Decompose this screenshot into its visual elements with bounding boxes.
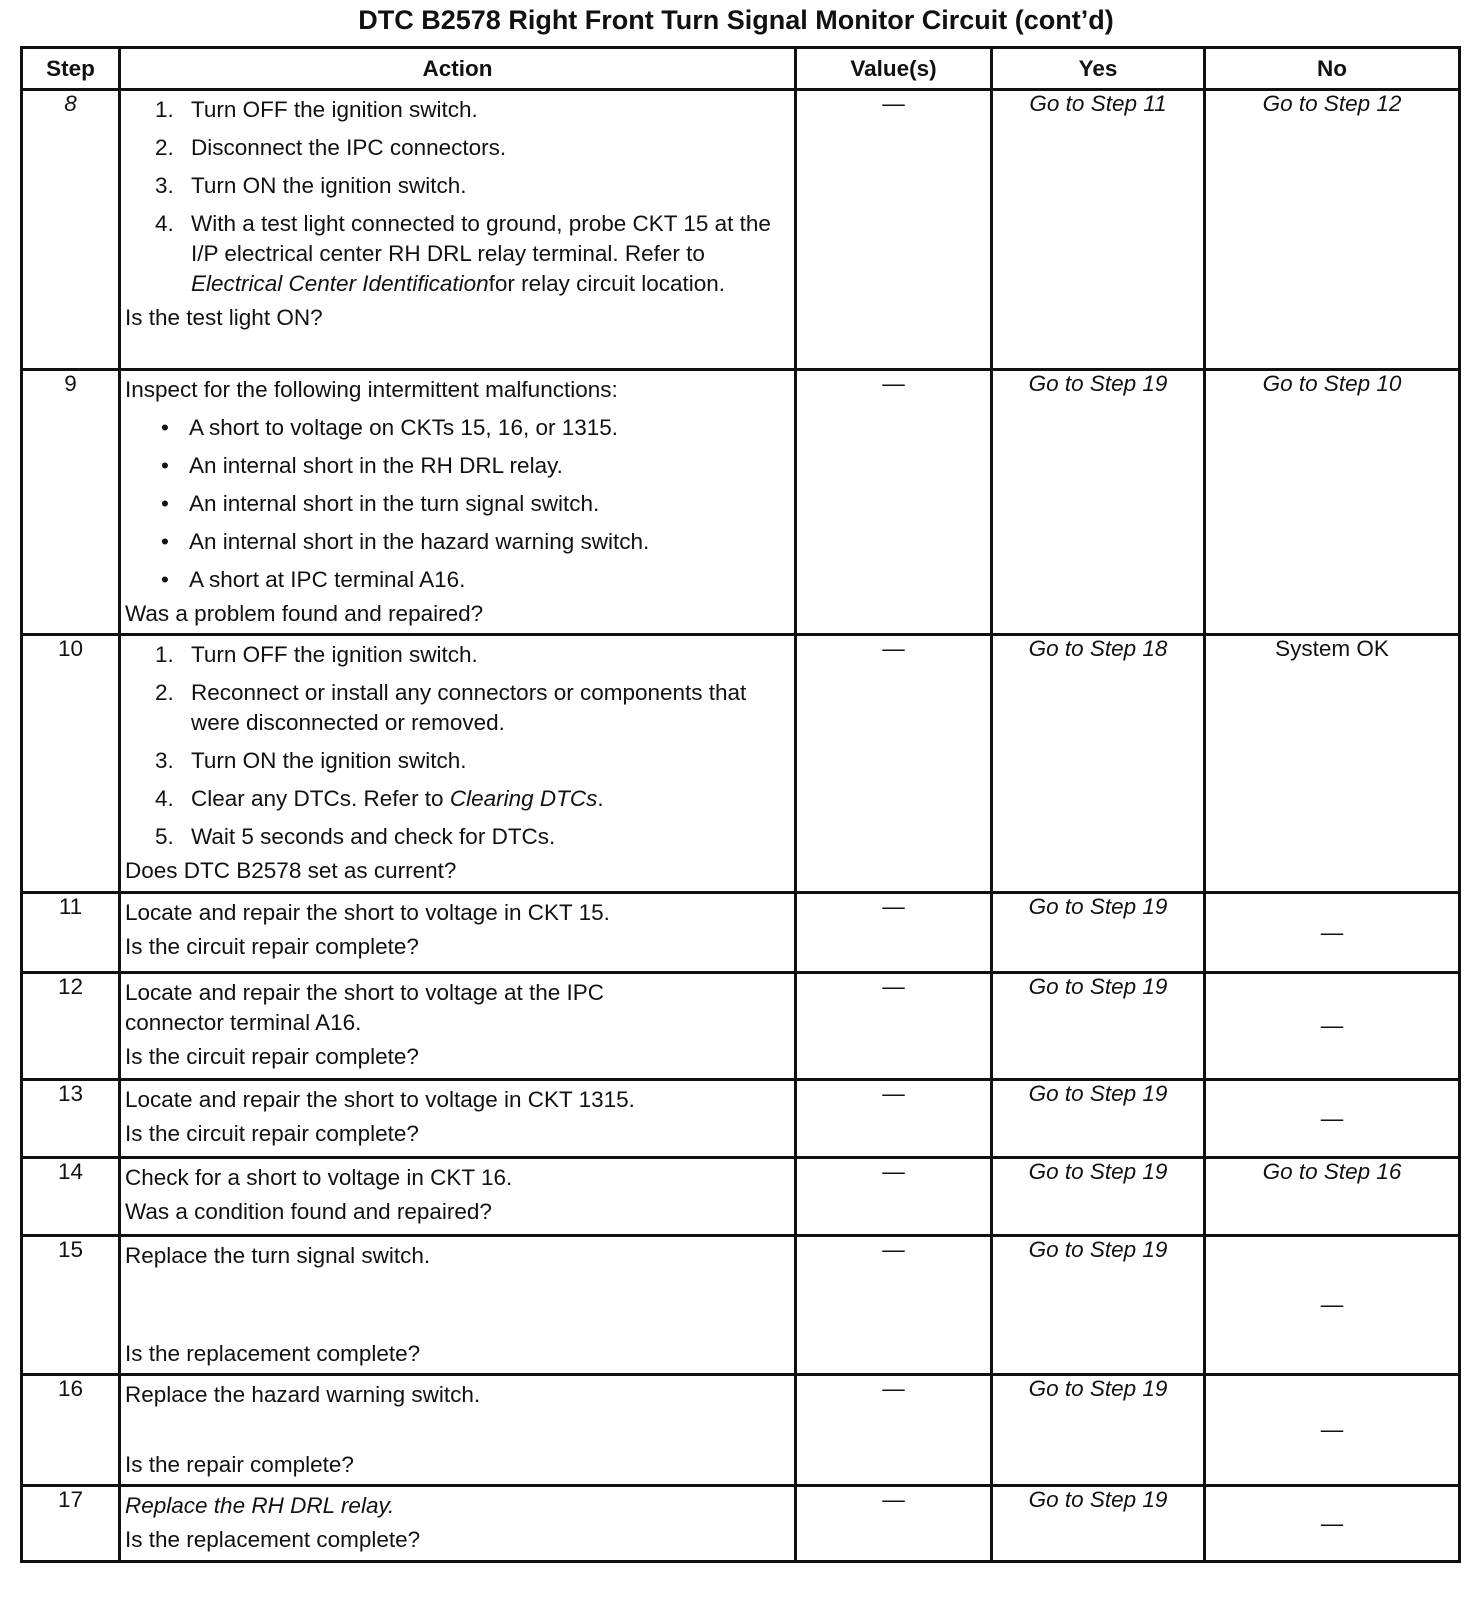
question-text: Is the test light ON? bbox=[125, 305, 323, 330]
action-text: Check for a short to voltage in CKT 16. bbox=[125, 1165, 513, 1190]
header-no: No bbox=[1205, 48, 1460, 90]
step-number: 10 bbox=[22, 635, 120, 893]
action-cell bbox=[120, 1236, 796, 1375]
list-item bbox=[155, 784, 786, 814]
action-cell bbox=[120, 1080, 796, 1158]
no-cell: Go to Step 10 bbox=[1205, 370, 1460, 635]
table-row bbox=[22, 635, 1460, 893]
yes-cell: Go to Step 19 bbox=[992, 1080, 1205, 1158]
table-row bbox=[22, 1375, 1460, 1486]
step-number: 17 bbox=[22, 1486, 120, 1562]
step-number: 9 bbox=[22, 370, 120, 635]
action-cell bbox=[120, 1486, 796, 1562]
bullet: • bbox=[161, 491, 169, 516]
item-number: 3. bbox=[155, 173, 174, 198]
table-row bbox=[22, 370, 1460, 635]
values-cell: — bbox=[796, 90, 992, 370]
question-text: Does DTC B2578 set as current? bbox=[125, 858, 457, 883]
item-text: Turn OFF the ignition switch. bbox=[191, 97, 478, 122]
header-row bbox=[22, 48, 1460, 90]
question-text: Is the replacement complete? bbox=[125, 1527, 421, 1552]
reference-link[interactable]: Clearing DTCs bbox=[449, 786, 598, 811]
no-cell: — bbox=[1205, 1375, 1460, 1486]
item-number: 1. bbox=[155, 642, 174, 667]
item-number: 4. bbox=[155, 211, 174, 236]
list-item bbox=[161, 565, 786, 595]
header-action: Action bbox=[120, 48, 796, 90]
item-text: Clear any DTCs. Refer to bbox=[191, 786, 450, 811]
yes-cell: Go to Step 19 bbox=[992, 1375, 1205, 1486]
step-number: 11 bbox=[22, 893, 120, 973]
question-text: Is the replacement complete? bbox=[125, 1341, 421, 1366]
step-number: 15 bbox=[22, 1236, 120, 1375]
list-item bbox=[161, 413, 786, 443]
item-text: Reconnect or install any connectors or components that were disconnected or removed. bbox=[191, 680, 747, 735]
values-cell: — bbox=[796, 635, 992, 893]
no-cell: — bbox=[1205, 1486, 1460, 1562]
list-item bbox=[161, 527, 786, 557]
step-number: 13 bbox=[22, 1080, 120, 1158]
page-title: DTC B2578 Right Front Turn Signal Monitor Circuit (cont’d) bbox=[358, 5, 1114, 35]
values-cell: — bbox=[796, 1080, 992, 1158]
list-item bbox=[155, 822, 786, 852]
table-row bbox=[22, 893, 1460, 973]
table-row bbox=[22, 973, 1460, 1080]
action-text: Locate and repair the short to voltage in CKT 15. bbox=[125, 900, 610, 925]
item-text: An internal short in the hazard warning switch. bbox=[189, 529, 650, 554]
step-number: 16 bbox=[22, 1375, 120, 1486]
header-step: Step bbox=[22, 48, 120, 90]
no-cell: — bbox=[1205, 1080, 1460, 1158]
values-cell: — bbox=[796, 1486, 992, 1562]
yes-cell: Go to Step 19 bbox=[992, 893, 1205, 973]
step-number: 8 bbox=[22, 90, 120, 370]
question-text: Was a problem found and repaired? bbox=[125, 601, 484, 626]
header-yes: Yes bbox=[992, 48, 1205, 90]
yes-cell: Go to Step 19 bbox=[992, 1486, 1205, 1562]
table-row bbox=[22, 1236, 1460, 1375]
item-text: Wait 5 seconds and check for DTCs. bbox=[191, 824, 556, 849]
intro-text: Inspect for the following intermittent malfunctions: bbox=[125, 377, 618, 402]
question-text: Is the repair complete? bbox=[125, 1452, 354, 1477]
action-text: Locate and repair the short to voltage in CKT 1315. bbox=[125, 1087, 635, 1112]
values-cell: — bbox=[796, 973, 992, 1080]
item-text: . bbox=[597, 786, 604, 811]
question-text: Was a condition found and repaired? bbox=[125, 1199, 492, 1224]
header-values: Value(s) bbox=[796, 48, 992, 90]
step-number: 14 bbox=[22, 1158, 120, 1236]
item-text: Turn ON the ignition switch. bbox=[191, 748, 467, 773]
list-item bbox=[155, 746, 786, 776]
list-item bbox=[155, 171, 786, 201]
no-cell: — bbox=[1205, 973, 1460, 1080]
values-cell: — bbox=[796, 893, 992, 973]
item-number: 5. bbox=[155, 824, 174, 849]
item-text: Disconnect the IPC connectors. bbox=[191, 135, 507, 160]
item-text: A short at IPC terminal A16. bbox=[189, 567, 466, 592]
action-cell bbox=[120, 635, 796, 893]
action-cell bbox=[120, 973, 796, 1080]
list-item bbox=[155, 95, 786, 125]
list-item bbox=[155, 209, 786, 299]
table-row bbox=[22, 90, 1460, 370]
no-cell: — bbox=[1205, 893, 1460, 973]
bullet: • bbox=[161, 415, 169, 440]
bullet: • bbox=[161, 567, 169, 592]
yes-cell: Go to Step 19 bbox=[992, 973, 1205, 1080]
step-number: 12 bbox=[22, 973, 120, 1080]
item-number: 1. bbox=[155, 97, 174, 122]
action-text: Replace the hazard warning switch. bbox=[125, 1382, 481, 1407]
list-item bbox=[155, 640, 786, 670]
yes-cell: Go to Step 19 bbox=[992, 1158, 1205, 1236]
yes-cell: Go to Step 19 bbox=[992, 370, 1205, 635]
action-cell bbox=[120, 893, 796, 973]
list-item bbox=[155, 133, 786, 163]
bullet: • bbox=[161, 529, 169, 554]
action-text: Replace the turn signal switch. bbox=[125, 1243, 431, 1268]
table-row bbox=[22, 1158, 1460, 1236]
action-cell bbox=[120, 1158, 796, 1236]
yes-cell: Go to Step 11 bbox=[992, 90, 1205, 370]
bullet: • bbox=[161, 453, 169, 478]
item-number: 2. bbox=[155, 680, 174, 705]
item-number: 3. bbox=[155, 748, 174, 773]
no-cell: Go to Step 16 bbox=[1205, 1158, 1460, 1236]
values-cell: — bbox=[796, 370, 992, 635]
no-cell: System OK bbox=[1205, 635, 1460, 893]
action-cell bbox=[120, 370, 796, 635]
no-cell: — bbox=[1205, 1236, 1460, 1375]
item-number: 2. bbox=[155, 135, 174, 160]
table-row bbox=[22, 1486, 1460, 1562]
item-text: for relay circuit location. bbox=[488, 271, 725, 296]
list-item bbox=[155, 678, 786, 738]
item-text: An internal short in the RH DRL relay. bbox=[189, 453, 563, 478]
action-cell bbox=[120, 1375, 796, 1486]
question-text: Is the circuit repair complete? bbox=[125, 934, 419, 959]
table-row bbox=[22, 1080, 1460, 1158]
question-text: Is the circuit repair complete? bbox=[125, 1044, 419, 1069]
item-number: 4. bbox=[155, 786, 174, 811]
item-text: Turn ON the ignition switch. bbox=[191, 173, 467, 198]
action-cell bbox=[120, 90, 796, 370]
diagnostic-table bbox=[20, 46, 1461, 1563]
values-cell: — bbox=[796, 1375, 992, 1486]
yes-cell: Go to Step 18 bbox=[992, 635, 1205, 893]
item-text: An internal short in the turn signal switch. bbox=[189, 491, 600, 516]
reference-link[interactable]: Electrical Center Identification bbox=[191, 271, 489, 296]
values-cell: — bbox=[796, 1236, 992, 1375]
item-text: Turn OFF the ignition switch. bbox=[191, 642, 478, 667]
item-text: A short to voltage on CKTs 15, 16, or 1315. bbox=[189, 415, 619, 440]
no-cell: Go to Step 12 bbox=[1205, 90, 1460, 370]
action-text: Replace the RH DRL relay. bbox=[125, 1493, 395, 1518]
values-cell: — bbox=[796, 1158, 992, 1236]
item-text: With a test light connected to ground, probe CKT 15 at the I/P electrical center RH DRL relay terminal. Refer to bbox=[191, 211, 771, 266]
question-text: Is the circuit repair complete? bbox=[125, 1121, 419, 1146]
list-item bbox=[161, 489, 786, 519]
yes-cell: Go to Step 19 bbox=[992, 1236, 1205, 1375]
action-text: Locate and repair the short to voltage at the IPC connector terminal A16. bbox=[125, 980, 605, 1035]
list-item bbox=[161, 451, 786, 481]
